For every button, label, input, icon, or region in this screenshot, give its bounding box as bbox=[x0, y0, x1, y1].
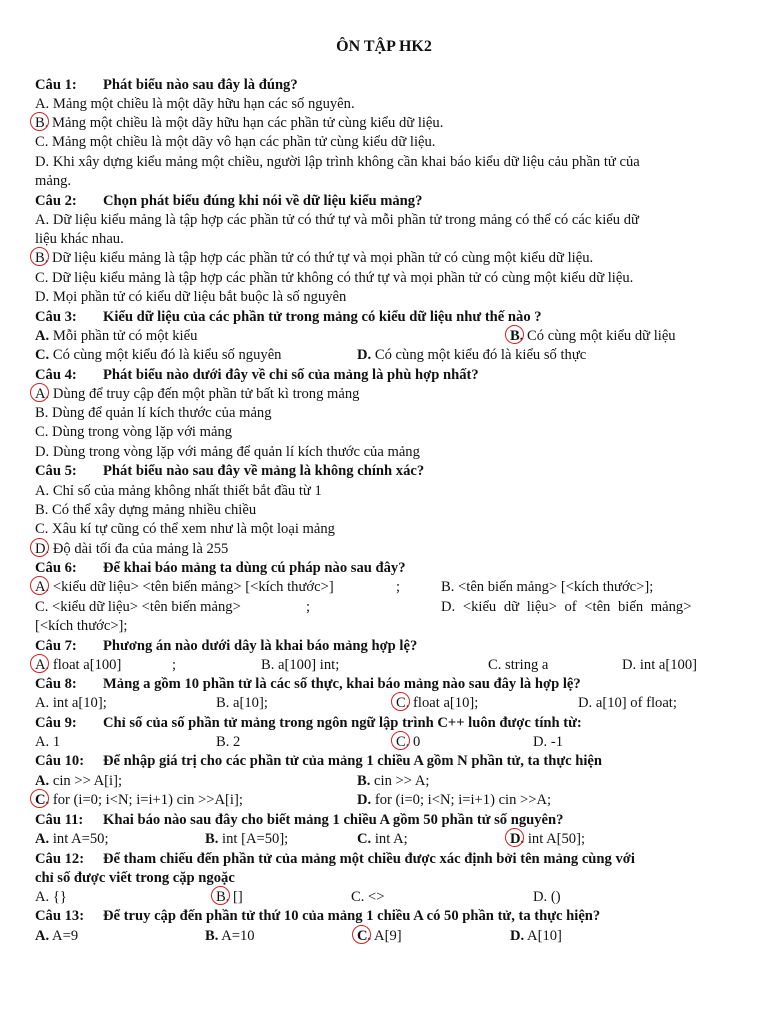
q11-option-b: B. int [A=50]; bbox=[205, 831, 289, 847]
q6-option-a: A. <kiểu dữ liệu> <tên biến mảng> [<kích thước>] bbox=[35, 578, 334, 597]
q10-option-a: A. cin >> A[i]; bbox=[35, 773, 123, 789]
q9-option-c: C. 0 bbox=[396, 733, 420, 752]
q12-option-d: D. () bbox=[533, 889, 561, 905]
q13-option-c: C. A[9] bbox=[357, 927, 402, 946]
question-11: Câu 11: Khai báo nào sau đây cho biết mảng 1 chiều A gồm 50 phần tử số nguyên? bbox=[35, 812, 564, 828]
q7-option-b: B. a[100] int; bbox=[261, 657, 340, 673]
question-5: Câu 5: Phát biểu nào sau đây về mảng là không chính xác? bbox=[35, 463, 425, 479]
q8-option-d: D. a[10] of float; bbox=[578, 695, 677, 711]
q1-option-c: C. Mảng một chiều là một dãy vô hạn các phần tử cùng kiểu dữ liệu. bbox=[35, 134, 436, 150]
question-12: Câu 12: Để tham chiếu đến phần tử của mảng một chiều được xác định bởi tên mảng cùng với bbox=[35, 851, 635, 867]
question-9: Câu 9: Chỉ số của số phần tử mảng trong ngôn ngữ lập trình C++ luôn được tính từ: bbox=[35, 715, 582, 731]
q9-option-b: B. 2 bbox=[216, 734, 241, 750]
q4-option-c: C. Dùng trong vòng lặp với mảng bbox=[35, 424, 233, 440]
q1-option-b: B. Mảng một chiều là một dãy hữu hạn các phần tử cùng kiểu dữ liệu. bbox=[35, 114, 443, 133]
q7-option-c: C. string a bbox=[488, 657, 549, 673]
q2-option-c: C. Dữ liệu kiểu mảng là tập hợp các phần tử không có thứ tự và mọi phần tử có cùng một kiểu dữ liệu. bbox=[35, 270, 634, 286]
answer-circle bbox=[30, 538, 49, 557]
q6-option-d: D. <kiểu dữ liệu> of <tên biến mảng> bbox=[441, 599, 692, 615]
question-13: Câu 13: Để truy cập đến phần tử thứ 10 của mảng 1 chiều A có 50 phần tử, ta thực hiện? bbox=[35, 908, 601, 924]
answer-circle bbox=[352, 925, 371, 944]
q6-option-b: B. <tên biến mảng> [<kích thước>]; bbox=[441, 579, 654, 595]
q6-option-c-semicolon: ; bbox=[306, 599, 311, 615]
q2-option-b: B. Dữ liệu kiểu mảng là tập hợp các phần tử có thứ tự và mọi phần tử có cùng một kiểu dữ liệu. bbox=[35, 249, 593, 268]
q5-option-b: B. Có thể xây dựng mảng nhiều chiều bbox=[35, 502, 257, 518]
answer-circle bbox=[30, 789, 49, 808]
q8-option-a: A. int a[10]; bbox=[35, 695, 107, 711]
q5-option-c: C. Xâu kí tự cũng có thể xem như là một loại mảng bbox=[35, 521, 335, 537]
q5-option-d: D. Độ dài tối đa của mảng là 255 bbox=[35, 540, 228, 559]
q8-option-b: B. a[10]; bbox=[216, 695, 268, 711]
q2-option-a: A. Dữ liệu kiểu mảng là tập hợp các phần tử có thứ tự và mỗi phần tử trong mảng có thể có các kiểu dữ bbox=[35, 212, 639, 228]
q6-option-c: C. <kiểu dữ liệu> <tên biến mảng> bbox=[35, 599, 241, 615]
q2-option-d: D. Mọi phần tử có kiểu dữ liệu bắt buộc là số nguyên bbox=[35, 289, 347, 305]
answer-circle bbox=[505, 828, 524, 847]
q10-option-c: C. for (i=0; i<N; i=i+1) cin >>A[i]; bbox=[35, 791, 243, 810]
q3-option-d: D. Có cùng một kiểu đó là kiểu số thực bbox=[357, 347, 587, 363]
q10-option-d: D. for (i=0; i<N; i=i+1) cin >>A; bbox=[357, 792, 552, 808]
page-title: ÔN TẬP HK2 bbox=[336, 38, 432, 55]
q1-option-d-cont: mảng. bbox=[35, 173, 72, 189]
q5-option-a: A. Chỉ số của mảng không nhất thiết bắt đầu từ 1 bbox=[35, 483, 322, 499]
q11-option-d: D. int A[50]; bbox=[510, 830, 585, 849]
question-4: Câu 4: Phát biểu nào dưới đây về chỉ số của mảng là phù hợp nhất? bbox=[35, 367, 479, 383]
q6-option-d-cont: [<kích thước>]; bbox=[35, 618, 128, 634]
q11-option-a: A. int A=50; bbox=[35, 831, 109, 847]
answer-circle bbox=[30, 576, 49, 595]
q7-option-a-semicolon: ; bbox=[172, 657, 177, 673]
q13-option-a: A. A=9 bbox=[35, 928, 79, 944]
question-6: Câu 6: Để khai báo mảng ta dùng cú pháp nào sau đây? bbox=[35, 560, 406, 576]
q8-option-c: C. float a[10]; bbox=[396, 694, 478, 713]
q12-option-b: B. [] bbox=[216, 888, 243, 907]
answer-circle bbox=[505, 325, 524, 344]
q7-option-a: A. float a[100] bbox=[35, 656, 121, 675]
q3-option-b: B. Có cùng một kiểu dữ liệu bbox=[510, 327, 676, 346]
answer-circle bbox=[391, 692, 410, 711]
q10-option-b: B. cin >> A; bbox=[357, 773, 430, 789]
q2-option-a-cont: liệu khác nhau. bbox=[35, 231, 124, 247]
q4-option-a: A. Dùng để truy cập đến một phần tử bất kì trong mảng bbox=[35, 385, 359, 404]
question-7: Câu 7: Phương án nào dưới dây là khai báo mảng hợp lệ? bbox=[35, 638, 418, 654]
q13-option-b: B. A=10 bbox=[205, 928, 255, 944]
q9-option-d: D. -1 bbox=[533, 734, 564, 750]
q12-option-c: C. <> bbox=[351, 889, 385, 905]
q11-option-c: C. int A; bbox=[357, 831, 408, 847]
question-1: Câu 1: Phát biểu nào sau đây là đúng? bbox=[35, 77, 298, 93]
q12-option-a: A. {} bbox=[35, 889, 67, 905]
q4-option-d: D. Dùng trong vòng lặp với mảng để quản lí kích thước của mảng bbox=[35, 444, 420, 460]
q9-option-a: A. 1 bbox=[35, 734, 61, 750]
answer-circle bbox=[391, 731, 410, 750]
answer-circle bbox=[30, 247, 49, 266]
question-2: Câu 2: Chọn phát biểu đúng khi nói về dữ liệu kiểu mảng? bbox=[35, 193, 423, 209]
q3-option-a: A. Mỗi phần tử có một kiểu bbox=[35, 328, 198, 344]
question-12-cont: chỉ số được viết trong cặp ngoặc bbox=[35, 870, 235, 886]
question-3: Câu 3: Kiểu dữ liệu của các phần tử trong mảng có kiểu dữ liệu như thế nào ? bbox=[35, 309, 542, 325]
answer-circle bbox=[30, 383, 49, 402]
q6-option-a-semicolon: ; bbox=[396, 579, 401, 595]
question-10: Câu 10: Để nhập giá trị cho các phần tử của mảng 1 chiều A gồm N phần tử, ta thực hiện bbox=[35, 753, 602, 769]
q4-option-b: B. Dùng để quản lí kích thước của mảng bbox=[35, 405, 272, 421]
q3-option-c: C. Có cùng một kiểu đó là kiểu số nguyên bbox=[35, 347, 282, 363]
answer-circle bbox=[211, 886, 230, 905]
answer-circle bbox=[30, 654, 49, 673]
q1-option-d: D. Khi xây dựng kiểu mảng một chiều, người lập trình không cần khai báo kiểu dữ liệu cảu phần tử của bbox=[35, 154, 640, 170]
q1-option-a: A. Mảng một chiều là một dãy hữu hạn các số nguyên. bbox=[35, 96, 355, 112]
question-8: Câu 8: Mảng a gồm 10 phần tử là các số thực, khai báo mảng nào sau đây là hợp lệ? bbox=[35, 676, 581, 692]
answer-circle bbox=[30, 112, 49, 131]
q7-option-d: D. int a[100] bbox=[622, 657, 698, 673]
q13-option-d: D. A[10] bbox=[510, 928, 562, 944]
